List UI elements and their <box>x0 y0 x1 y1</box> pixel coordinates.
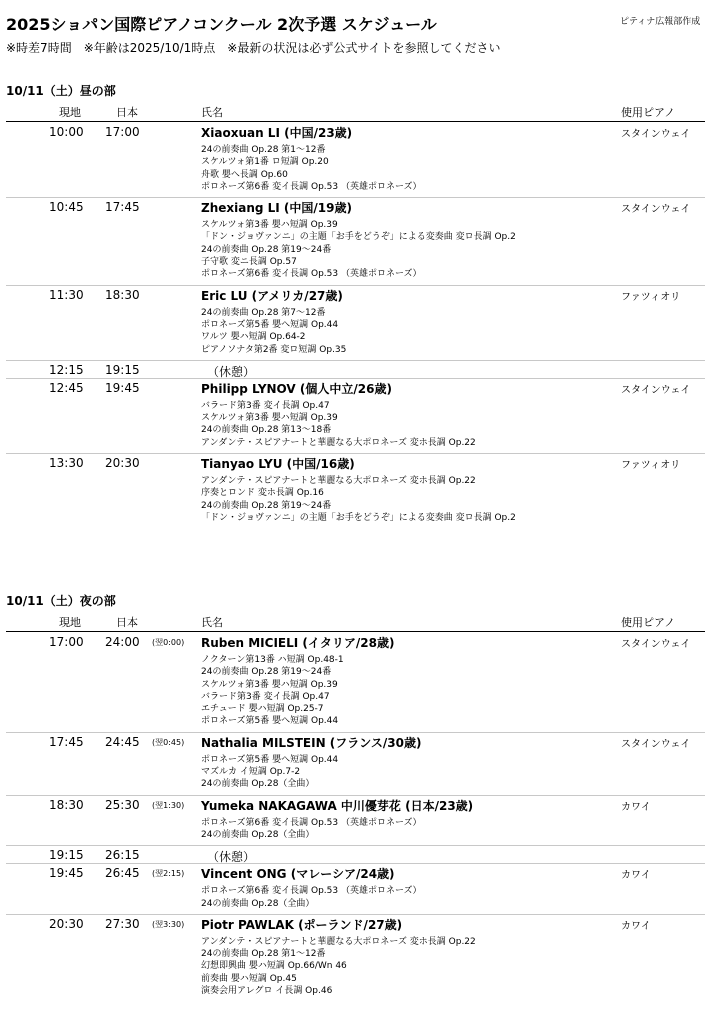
japan-time: 26:45 <box>105 866 140 881</box>
col-japan-header: 日本 <box>116 106 138 119</box>
japan-time: 17:00 <box>105 125 140 139</box>
session-title: 10/11（土）昼の部 <box>6 84 116 98</box>
col-local-header: 現地 <box>59 616 81 629</box>
japan-time: 19:15 <box>105 362 140 377</box>
program-item: アンダンテ・スピアナートと華麗なる大ポロネーズ 変ホ長調 Op.22 <box>201 936 476 947</box>
local-time: 17:00 <box>49 635 84 649</box>
next-day-time: (翌3:30) <box>152 919 185 929</box>
local-time: 19:15 <box>49 848 84 863</box>
program-item: 24の前奏曲 Op.28（全曲） <box>201 779 315 790</box>
piano-brand: スタインウェイ <box>621 129 691 140</box>
piano-brand: カワイ <box>621 801 651 813</box>
local-time: 17:45 <box>49 734 84 749</box>
program-item: スケルツォ第3番 嬰ハ短調 Op.39 <box>201 413 338 424</box>
program-item: ポロネーズ第6番 変イ長調 Op.53 （英雄ポロネーズ） <box>201 886 422 897</box>
entry-main-row <box>0 361 711 378</box>
japan-time: 25:30 <box>105 797 140 812</box>
col-name-header: 氏名 <box>201 616 223 629</box>
program-item: アンダンテ・スピアナートと華麗なる大ポロネーズ 変ホ長調 Op.22 <box>201 476 476 487</box>
program-list <box>201 932 711 997</box>
program-item: 幻想即興曲 嬰ハ短調 Op.66/Wn 46 <box>201 961 347 972</box>
program-list <box>201 396 711 449</box>
program-item: ポロネーズ第6番 変イ長調 Op.53 （英雄ポロネーズ） <box>201 817 422 828</box>
japan-time: 19:45 <box>105 380 140 395</box>
next-day-time: (翌0:00) <box>152 638 185 647</box>
piano-brand: ファツィオリ <box>621 460 681 472</box>
performer-name: Yumeka NAKAGAWA 中川優芽花 (日本/23歳) <box>201 798 474 813</box>
japan-time: 24:00 <box>105 635 140 649</box>
program-item: スケルツォ第3番 嬰ハ短調 Op.39 <box>201 679 338 690</box>
program-list <box>201 215 711 280</box>
header-divider <box>6 631 705 632</box>
entry-main-row <box>0 915 711 932</box>
performer-name: Vincent ONG (マレーシア/24歳) <box>201 867 395 882</box>
col-local-header: 現地 <box>59 106 81 119</box>
program-item: 子守歌 変ニ長調 Op.57 <box>201 257 297 268</box>
program-item: ポロネーズ第6番 変イ長調 Op.53 （英雄ポロネーズ） <box>201 269 422 280</box>
program-item: 24の前奏曲 Op.28 第1〜12番 <box>201 949 326 960</box>
program-item: バラード第3番 変イ長調 Op.47 <box>201 400 330 411</box>
program-item: 序奏とロンド 変ホ長調 Op.16 <box>201 488 324 499</box>
program-item: バラード第3番 変イ長調 Op.47 <box>201 691 330 702</box>
local-time: 13:30 <box>49 456 84 471</box>
japan-time: 20:30 <box>105 456 140 471</box>
page-title: 2025ショパン国際ピアノコンクール 2次予選 スケジュール <box>6 15 437 34</box>
next-day-time: (翌0:45) <box>152 737 185 747</box>
piano-brand: スタインウェイ <box>621 639 691 650</box>
entry-main-row <box>0 633 711 650</box>
japan-time: 26:15 <box>105 848 140 863</box>
piano-brand: カワイ <box>621 870 651 882</box>
schedule-entry <box>0 796 711 847</box>
performer-name: Philipp LYNOV (個人中立/26歳) <box>201 381 392 396</box>
entry-main-row <box>0 379 711 396</box>
schedule-entry <box>0 198 711 285</box>
entry-main-row <box>0 454 711 471</box>
col-name-header: 氏名 <box>201 106 223 119</box>
program-list <box>201 750 711 791</box>
program-item: エチュード 嬰ハ短調 Op.25-7 <box>201 704 324 715</box>
performer-name: Eric LU (アメリカ/27歳) <box>201 288 343 303</box>
local-time: 20:30 <box>49 916 84 931</box>
schedule-entry <box>0 286 711 361</box>
japan-time: 18:30 <box>105 287 140 302</box>
entry-main-row <box>0 846 711 863</box>
piano-brand: ファツィオリ <box>621 291 681 303</box>
header-divider <box>6 121 705 122</box>
local-time: 12:15 <box>49 362 84 377</box>
program-item: ポロネーズ第5番 嬰へ短調 Op.44 <box>201 319 339 330</box>
local-time: 18:30 <box>49 797 84 812</box>
program-list <box>201 813 711 842</box>
japan-time: 24:45 <box>105 734 140 749</box>
performer-name: Xiaoxuan LI (中国/23歳) <box>201 126 353 140</box>
performer-name: Nathalia MILSTEIN (フランス/30歳) <box>201 735 422 750</box>
piano-brand: スタインウェイ <box>621 384 691 396</box>
program-item: 舟歌 嬰へ長調 Op.60 <box>201 169 288 180</box>
piano-brand: スタインウェイ <box>621 204 691 216</box>
schedule-entry <box>0 733 711 796</box>
entry-main-row <box>0 733 711 750</box>
program-list <box>201 471 711 524</box>
session-title: 10/11（土）夜の部 <box>6 594 116 608</box>
break-label: （休憩） <box>207 850 256 865</box>
next-day-time: (翌1:30) <box>152 800 185 810</box>
schedule-entry <box>0 633 711 733</box>
program-list <box>201 881 711 910</box>
program-item: 24の前奏曲 Op.28 第19〜24番 <box>201 244 332 255</box>
program-item: スケルツォ第1番 ロ短調 Op.20 <box>201 157 329 168</box>
local-time: 10:45 <box>49 200 84 215</box>
entry-main-row <box>0 286 711 303</box>
local-time: 11:30 <box>49 287 84 302</box>
japan-time: 27:30 <box>105 916 140 931</box>
program-item: ノクターン第13番 ハ短調 Op.48-1 <box>201 655 344 665</box>
program-item: 24の前奏曲 Op.28 第7〜12番 <box>201 307 326 318</box>
japan-time: 17:45 <box>105 200 140 215</box>
program-item: ポロネーズ第5番 嬰へ短調 Op.44 <box>201 754 339 765</box>
program-item: 24の前奏曲 Op.28（全曲） <box>201 898 315 909</box>
program-item: ポロネーズ第6番 変イ長調 Op.53 （英雄ポロネーズ） <box>201 181 422 192</box>
schedule-entry <box>0 864 711 915</box>
program-list <box>201 303 711 356</box>
program-list <box>201 140 711 193</box>
program-item: 「ドン・ジョヴァンニ」の主題「お手をどうぞ」による変奏曲 変ロ長調 Op.2 <box>201 512 516 523</box>
performer-name: Ruben MICIELI (イタリア/28歳) <box>201 636 395 650</box>
entry-main-row <box>0 198 711 215</box>
entry-list <box>0 123 711 529</box>
program-item: 24の前奏曲 Op.28 第1〜12番 <box>201 145 326 155</box>
piano-brand: カワイ <box>621 920 651 932</box>
schedule-entry <box>0 915 711 1002</box>
next-day-time: (翌2:15) <box>152 869 185 879</box>
program-item: ピアノソナタ第2番 変ロ短調 Op.35 <box>201 344 347 355</box>
program-item: 24の前奏曲 Op.28 第13〜18番 <box>201 425 332 436</box>
program-item: 「ドン・ジョヴァンニ」の主題「お手をどうぞ」による変奏曲 変ロ長調 Op.2 <box>201 232 516 243</box>
program-item: ポロネーズ第5番 嬰へ短調 Op.44 <box>201 716 339 727</box>
schedule-entry <box>0 454 711 529</box>
program-item: アンダンテ・スピアナートと華麗なる大ポロネーズ 変ホ長調 Op.22 <box>201 437 476 448</box>
program-item: マズルカ イ短調 Op.7-2 <box>201 767 301 778</box>
schedule-entry <box>0 123 711 198</box>
col-piano-header: 使用ピアノ <box>621 106 676 119</box>
credit-label: ピティナ広報部作成 <box>620 17 701 27</box>
piano-brand: スタインウェイ <box>621 738 691 750</box>
program-item: 前奏曲 嬰ハ短調 Op.45 <box>201 973 297 984</box>
local-time: 12:45 <box>49 380 84 395</box>
program-item: 24の前奏曲 Op.28 第19〜24番 <box>201 667 332 678</box>
entry-main-row <box>0 796 711 813</box>
col-japan-header: 日本 <box>116 616 138 629</box>
notes: ※時差7時間 ※年齢は2025/10/1時点 ※最新の状況は必ず公式サイトを参照してください <box>6 41 501 55</box>
program-item: ワルツ 嬰ハ短調 Op.64-2 <box>201 332 306 343</box>
program-item: スケルツォ第3番 嬰ハ短調 Op.39 <box>201 220 338 231</box>
entry-list <box>0 633 711 1002</box>
performer-name: Tianyao LYU (中国/16歳) <box>201 457 355 472</box>
program-item: 演奏会用アレグロ イ長調 Op.46 <box>201 986 333 997</box>
performer-name: Zhexiang LI (中国/19歳) <box>201 201 352 216</box>
schedule-entry <box>0 846 711 864</box>
schedule-entry <box>0 379 711 454</box>
local-time: 10:00 <box>49 125 84 139</box>
program-list <box>201 650 711 728</box>
program-item: 24の前奏曲 Op.28 第19〜24番 <box>201 500 332 511</box>
entry-main-row <box>0 864 711 881</box>
col-piano-header: 使用ピアノ <box>621 616 676 629</box>
performer-name: Piotr PAWLAK (ポーランド/27歳) <box>201 917 403 932</box>
entry-main-row <box>0 123 711 140</box>
schedule-entry <box>0 361 711 379</box>
local-time: 19:45 <box>49 866 84 881</box>
program-item: 24の前奏曲 Op.28（全曲） <box>201 829 315 840</box>
break-label: （休憩） <box>207 364 256 379</box>
